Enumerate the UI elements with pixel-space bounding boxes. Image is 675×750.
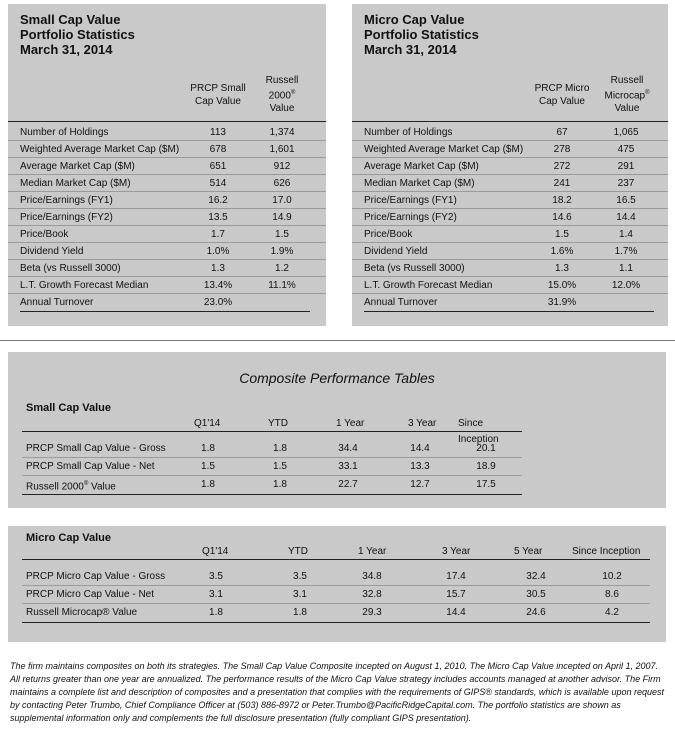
micro-stat-label: Price/Earnings (FY2)	[364, 212, 457, 223]
small-title-line2: Portfolio Statistics	[20, 27, 135, 42]
small-perf-title: Small Cap Value	[26, 402, 111, 414]
small-stats-row	[8, 192, 326, 209]
small-stat-benchmark: 626	[273, 178, 291, 189]
small-stat-label: Weighted Average Market Cap ($M)	[20, 144, 180, 155]
micro-stat-portfolio: 1.3	[555, 263, 569, 274]
small-perf-row	[22, 476, 522, 493]
micro-stat-label: Number of Holdings	[364, 127, 453, 138]
small-stats-row	[8, 243, 326, 260]
small-col1-line1: PRCP Small	[190, 83, 246, 94]
section-divider	[0, 340, 675, 341]
micro-stat-label: L.T. Growth Forecast Median	[364, 280, 493, 291]
micro-stat-portfolio: 272	[553, 161, 571, 172]
small-stats-row	[8, 294, 326, 311]
micro-perf-value: 4.2	[605, 607, 619, 618]
micro-perf-value: 32.8	[362, 589, 382, 600]
micro-stats-row	[352, 277, 668, 294]
small-stats-row	[8, 260, 326, 277]
micro-stat-benchmark: 1.4	[619, 229, 633, 240]
small-perf-bottom-rule	[22, 494, 522, 495]
small-perf-value: 22.7	[338, 479, 358, 490]
micro-stats-bottom-rule	[364, 311, 654, 312]
micro-cap-stats-panel	[352, 4, 668, 326]
micro-stat-benchmark: 12.0%	[611, 280, 641, 291]
small-perf-head-1y: 1 Year	[336, 418, 365, 429]
small-stats-row	[8, 175, 326, 192]
micro-stat-label: Weighted Average Market Cap ($M)	[364, 144, 524, 155]
small-stat-portfolio: 678	[209, 144, 227, 155]
micro-perf-head-inception: Since Inception	[572, 546, 641, 557]
small-stat-portfolio: 1.0%	[206, 246, 230, 257]
disclosure-footnote: The firm maintains composites on both its strategies. The Small Cap Value Composite incepted on August 1, 2010. The Micro Cap Value incepted on April 1, 2007. All returns greater than one year are annualized. The performance results of the Micro Cap Value strategy includes accounts managed at another advisor. The Firm maintains a complete list and description of composites and a presentation that complies with the requirements of GIPS® standards, which is available upon request by contacting Peter Trumbo, Chief Compliance Officer at (503) 886-8972 or Peter.Trumbo@PacificRidgeCapital.com. The portfolio statistics are shown as supplemental information only and complements the full disclosure presentation (fully compliant GIPS presentation).	[10, 661, 664, 723]
micro-perf-row	[22, 568, 650, 585]
micro-stat-benchmark: 16.5	[616, 195, 636, 206]
small-stat-label: Annual Turnover	[20, 297, 94, 308]
micro-perf-label-text: Russell Microcap® Value	[26, 607, 138, 618]
micro-title-line3: March 31, 2014	[364, 42, 457, 57]
micro-perf-label-text: PRCP Micro Cap Value - Gross	[26, 571, 166, 582]
micro-perf-value: 1.8	[293, 607, 307, 618]
micro-stats-header	[352, 68, 668, 122]
small-perf-label	[26, 458, 155, 475]
small-perf-head-inception: Since Inception	[458, 418, 499, 445]
micro-perf-head-q1: Q1'14	[202, 546, 229, 557]
small-stat-label: Median Market Cap ($M)	[20, 178, 131, 189]
micro-perf-value: 30.5	[526, 589, 546, 600]
micro-cap-stats-title	[364, 12, 479, 57]
small-stat-benchmark: 1.2	[275, 263, 289, 274]
micro-perf-row	[22, 586, 650, 603]
small-stats-row	[8, 226, 326, 243]
micro-col2-line2	[596, 87, 658, 102]
micro-stats-row	[352, 226, 668, 243]
small-col1-header	[186, 82, 250, 108]
small-col2-line2	[254, 87, 310, 102]
small-stat-portfolio: 13.5	[208, 212, 228, 223]
micro-stat-portfolio: 1.5	[555, 229, 569, 240]
micro-perf-label	[26, 604, 137, 621]
micro-title-line2: Portfolio Statistics	[364, 27, 479, 42]
micro-stat-label: Price/Book	[364, 229, 413, 240]
small-perf-value: 1.8	[273, 479, 287, 490]
micro-perf-value: 3.5	[293, 571, 307, 582]
small-perf-value: 20.1	[476, 443, 496, 454]
small-stat-benchmark: 1,374	[269, 127, 295, 138]
small-col2-line1: Russell	[265, 75, 299, 86]
registered-mark: ®	[83, 481, 89, 487]
micro-stats-row	[352, 141, 668, 158]
micro-stat-benchmark: 1.1	[619, 263, 633, 274]
micro-stat-label: Beta (vs Russell 3000)	[364, 263, 465, 274]
small-cap-stats-title	[20, 12, 135, 57]
small-col2-index: 2000	[268, 90, 291, 102]
micro-stats-row	[352, 192, 668, 209]
small-stat-portfolio: 651	[209, 161, 227, 172]
micro-perf-label-text: PRCP Micro Cap Value - Net	[26, 589, 155, 600]
registered-mark: ®	[290, 90, 296, 96]
micro-perf-value: 1.8	[209, 607, 223, 618]
micro-col2-header	[596, 74, 658, 115]
small-stats-header	[8, 68, 326, 122]
panel-gap	[8, 508, 666, 526]
micro-stats-row	[352, 294, 668, 311]
micro-perf-head-1y: 1 Year	[358, 546, 387, 557]
small-title-line1: Small Cap Value	[20, 12, 121, 27]
micro-perf-value: 3.1	[209, 589, 223, 600]
small-stat-benchmark: 17.0	[272, 195, 292, 206]
small-perf-value: 14.4	[410, 443, 430, 454]
micro-stats-row	[352, 243, 668, 260]
micro-perf-row	[22, 604, 650, 621]
micro-stats-row	[352, 260, 668, 277]
small-stat-label: Price/Earnings (FY1)	[20, 195, 113, 206]
micro-stat-portfolio: 241	[553, 178, 571, 189]
small-stats-row	[8, 158, 326, 175]
micro-perf-bottom-rule	[22, 622, 650, 623]
micro-perf-value: 3.1	[293, 589, 307, 600]
small-col2-header	[254, 74, 310, 115]
micro-perf-header	[22, 544, 650, 560]
micro-stat-portfolio: 18.2	[552, 195, 572, 206]
micro-stat-portfolio: 31.9%	[547, 297, 577, 308]
micro-perf-value: 17.4	[446, 571, 466, 582]
small-perf-label-text: Russell 2000	[26, 481, 84, 493]
small-stat-benchmark: 14.9	[272, 212, 292, 223]
small-stats-row	[8, 141, 326, 158]
micro-title-line1: Micro Cap Value	[364, 12, 465, 27]
micro-stat-label: Dividend Yield	[364, 246, 428, 257]
micro-perf-head-ytd: YTD	[288, 546, 308, 557]
micro-stat-portfolio: 67	[556, 127, 568, 138]
composite-title: Composite Performance Tables	[239, 370, 435, 386]
small-stat-benchmark: 912	[273, 161, 291, 172]
small-perf-head-q1: Q1'14	[194, 418, 221, 429]
micro-perf-value: 10.2	[602, 571, 622, 582]
micro-perf-value: 14.4	[446, 607, 466, 618]
micro-stat-portfolio: 278	[553, 144, 571, 155]
small-perf-value: 13.3	[410, 461, 430, 472]
micro-perf-value: 32.4	[526, 571, 546, 582]
small-stat-label: Price/Earnings (FY2)	[20, 212, 113, 223]
small-perf-value: 1.5	[201, 461, 215, 472]
micro-perf-head-5y: 5 Year	[514, 546, 543, 557]
small-stat-portfolio: 23.0%	[203, 297, 233, 308]
micro-perf-value: 8.6	[605, 589, 619, 600]
micro-perf-value: 3.5	[209, 571, 223, 582]
micro-perf-label	[26, 586, 154, 603]
small-perf-value: 33.1	[338, 461, 358, 472]
small-stats-row	[8, 277, 326, 294]
small-perf-header	[22, 416, 522, 445]
micro-perf-head-3y: 3 Year	[442, 546, 471, 557]
small-stat-label: L.T. Growth Forecast Median	[20, 280, 149, 291]
small-perf-label-text: PRCP Small Cap Value - Gross	[26, 443, 166, 454]
micro-stat-label: Median Market Cap ($M)	[364, 178, 475, 189]
small-stat-label: Average Market Cap ($M)	[20, 161, 135, 172]
micro-perf-value: 34.8	[362, 571, 382, 582]
small-stat-label: Dividend Yield	[20, 246, 84, 257]
small-perf-value: 1.8	[273, 443, 287, 454]
small-perf-value: 34.4	[338, 443, 358, 454]
small-cap-stats-panel	[8, 4, 326, 326]
small-perf-label	[26, 440, 166, 457]
micro-col1-line2: Cap Value	[539, 96, 585, 107]
small-stats-row	[8, 124, 326, 141]
micro-perf-title: Micro Cap Value	[26, 532, 111, 544]
micro-perf-label	[26, 568, 165, 585]
micro-stat-benchmark: 475	[617, 144, 635, 155]
small-title-line3: March 31, 2014	[20, 42, 113, 57]
micro-perf-value: 15.7	[446, 589, 466, 600]
small-perf-value: 1.8	[201, 479, 215, 490]
small-stats-row	[8, 209, 326, 226]
small-stat-portfolio: 514	[209, 178, 227, 189]
micro-stats-row	[352, 209, 668, 226]
micro-perf-value: 24.6	[526, 607, 546, 618]
small-perf-value: 1.5	[273, 461, 287, 472]
registered-mark: ®	[645, 90, 650, 96]
micro-col2-line1: Russell	[610, 75, 644, 86]
micro-stat-portfolio: 15.0%	[547, 280, 577, 291]
micro-stat-portfolio: 1.6%	[550, 246, 574, 257]
micro-perf-value: 29.3	[362, 607, 382, 618]
small-stat-benchmark: 11.1%	[268, 280, 296, 291]
composite-performance-panel	[8, 352, 666, 642]
small-perf-head-3y: 3 Year	[408, 418, 437, 429]
small-stat-label: Number of Holdings	[20, 127, 109, 138]
micro-stat-label: Annual Turnover	[364, 297, 438, 308]
small-perf-row	[22, 458, 522, 475]
micro-stat-benchmark: 1.7%	[614, 246, 638, 257]
micro-col2-line3: Value	[614, 103, 640, 115]
small-stat-portfolio: 1.3	[211, 263, 225, 274]
small-col2-line3: Value	[269, 103, 295, 115]
small-stat-benchmark: 1,601	[269, 144, 295, 155]
small-stat-portfolio: 16.2	[208, 195, 228, 206]
small-stat-label: Price/Book	[20, 229, 69, 240]
micro-stat-benchmark: 291	[617, 161, 635, 172]
micro-col2-index: Microcap	[604, 90, 646, 102]
micro-col1-line1: PRCP Micro	[534, 83, 590, 94]
small-perf-value: 17.5	[476, 479, 496, 490]
micro-stat-benchmark: 14.4	[616, 212, 636, 223]
small-perf-label-suffix: Value	[88, 481, 116, 493]
small-perf-value: 1.8	[201, 443, 215, 454]
micro-stat-portfolio: 14.6	[552, 212, 572, 223]
small-stat-portfolio: 113	[210, 127, 226, 138]
small-stat-label: Beta (vs Russell 3000)	[20, 263, 121, 274]
micro-stat-label: Average Market Cap ($M)	[364, 161, 479, 172]
small-stat-portfolio: 1.7	[211, 229, 225, 240]
micro-stat-benchmark: 1,065	[613, 127, 639, 138]
micro-stat-label: Price/Earnings (FY1)	[364, 195, 457, 206]
micro-col1-header	[530, 82, 594, 108]
small-stat-benchmark: 1.9%	[270, 246, 294, 257]
small-perf-value: 18.9	[476, 461, 496, 472]
small-perf-head-ytd: YTD	[268, 418, 288, 429]
micro-stats-row	[352, 124, 668, 141]
small-perf-value: 12.7	[410, 479, 430, 490]
small-stat-benchmark: 1.5	[275, 229, 289, 240]
micro-stats-row	[352, 158, 668, 175]
small-stat-portfolio: 13.4%	[203, 280, 233, 291]
small-stats-bottom-rule	[20, 311, 310, 312]
small-perf-row	[22, 440, 522, 457]
micro-stat-benchmark: 237	[617, 178, 635, 189]
small-perf-label-text: PRCP Small Cap Value - Net	[26, 461, 155, 472]
small-perf-label	[26, 476, 116, 495]
small-col1-line2: Cap Value	[195, 96, 241, 107]
micro-stats-row	[352, 175, 668, 192]
